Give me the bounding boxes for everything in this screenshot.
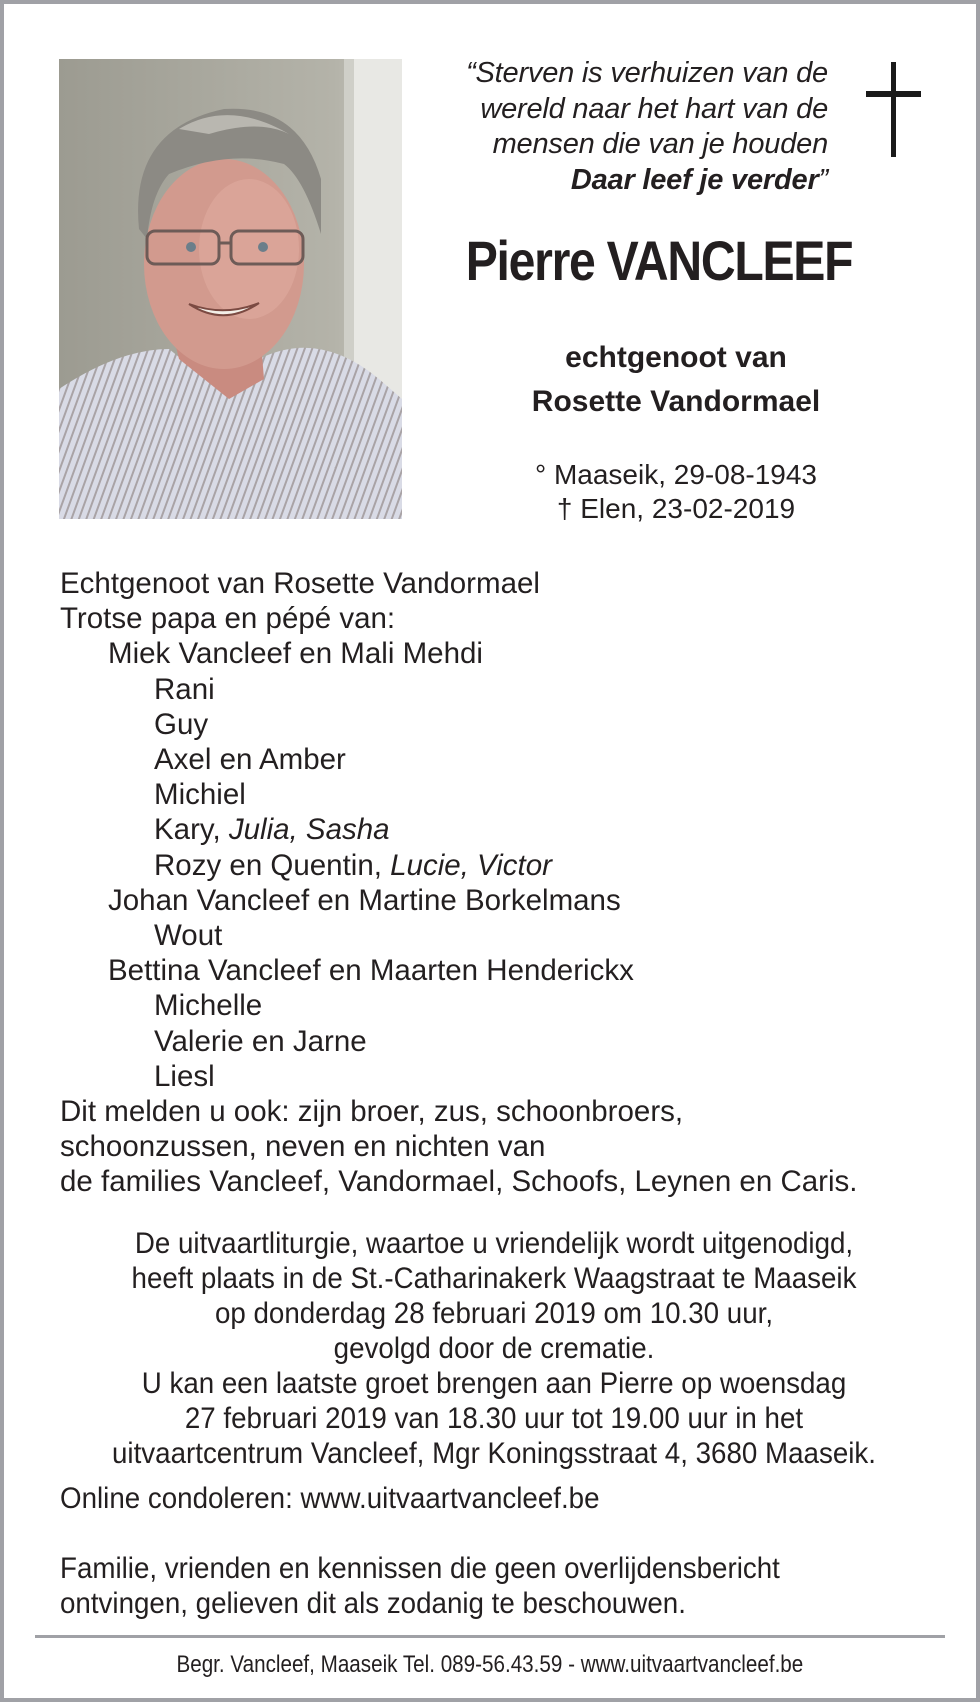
funeral-details-line: 27 februari 2019 van 18.30 uur tot 19.00 uur in het xyxy=(184,1402,804,1435)
family-row: Trotse papa en pépé van: xyxy=(60,602,396,636)
notice-text xyxy=(60,1551,780,1621)
family-row: Johan Vancleef en Martine Borkelmans xyxy=(108,883,621,917)
family-row: Guy xyxy=(154,707,209,741)
family-row-italic: Lucie, Victor xyxy=(390,848,552,882)
quote-line: mensen die van je houden xyxy=(492,128,828,160)
portrait-photo xyxy=(59,59,402,519)
family-row: Michiel xyxy=(154,778,246,812)
family-row: Dit melden u ook: zijn broer, zus, schoonbroers, xyxy=(60,1095,684,1129)
quote-closing-bold: Daar leef je verder xyxy=(570,163,819,196)
spouse-name: Rosette Vandormael xyxy=(531,385,821,418)
family-row-text: Kary, xyxy=(154,813,229,847)
life-dates xyxy=(444,458,908,526)
family-row: Wout xyxy=(154,919,223,953)
family-row xyxy=(60,812,857,847)
quote-line: “Sterven is verhuizen van de xyxy=(466,57,828,89)
death-date: † Elen, 23-02-2019 xyxy=(556,493,796,524)
funeral-details xyxy=(71,1226,917,1471)
family-row: Bettina Vancleef en Maarten Henderickx xyxy=(108,954,634,988)
family-row: schoonzussen, neven en nichten van xyxy=(60,1130,546,1164)
footer-divider xyxy=(35,1635,945,1638)
funeral-details-line: De uitvaartliturgie, waartoe u vriendelijk wordt uitgenodigd, xyxy=(134,1227,854,1260)
birth-date: ° Maaseik, 29-08-1943 xyxy=(534,459,818,490)
quote-closing-mark: ” xyxy=(818,163,828,196)
family-row: Liesl xyxy=(154,1059,215,1093)
family-row: Axel en Amber xyxy=(154,743,346,777)
quote-closing-line xyxy=(466,163,828,199)
family-row: Valerie en Jarne xyxy=(154,1024,367,1058)
family-row: Miek Vancleef en Mali Mehdi xyxy=(108,637,483,671)
online-condolences: Online condoleren: www.uitvaartvancleef.be xyxy=(60,1482,600,1515)
family-row: Echtgenoot van Rosette Vandormael xyxy=(60,567,540,600)
cross-icon-horizontal xyxy=(866,91,921,97)
funeral-details-line: gevolgd door de crematie. xyxy=(333,1332,655,1365)
family-row-italic: Julia, Sasha xyxy=(228,813,390,847)
funeral-details-line: U kan een laatste groet brengen aan Pierre op woensdag xyxy=(141,1367,847,1400)
funeral-details-line: heeft plaats in de St.-Catharinakerk Waagstraat te Maaseik xyxy=(131,1262,857,1295)
memorial-quote xyxy=(466,56,828,198)
family-row: Rani xyxy=(154,672,215,706)
family-list xyxy=(60,566,857,1200)
quote-line: wereld naar het hart van de xyxy=(480,92,828,125)
funeral-details-line: op donderdag 28 februari 2019 om 10.30 uur, xyxy=(214,1297,774,1330)
cross-icon-vertical xyxy=(891,62,896,157)
deceased-name: Pierre VANCLEEF xyxy=(465,229,853,292)
funeral-home-footer: Begr. Vancleef, Maaseik Tel. 089-56.43.59 - www.uitvaartvancleef.be xyxy=(176,1651,804,1678)
funeral-details-line: uitvaartcentrum Vancleef, Mgr Koningsstraat 4, 3680 Maaseik. xyxy=(112,1437,876,1470)
family-row xyxy=(60,848,857,883)
family-row: Michelle xyxy=(154,989,263,1023)
notice-line: ontvingen, gelieven dit als zodanig te beschouwen. xyxy=(60,1587,686,1620)
spouse-label: echtgenoot van xyxy=(565,341,787,374)
family-row: de families Vancleef, Vandormael, Schoofs, Leynen en Caris. xyxy=(60,1165,858,1199)
spouse-block xyxy=(444,336,908,424)
notice-line: Familie, vrienden en kennissen die geen overlijdensbericht xyxy=(60,1552,780,1585)
family-row-text: Rozy en Quentin, xyxy=(154,848,391,882)
